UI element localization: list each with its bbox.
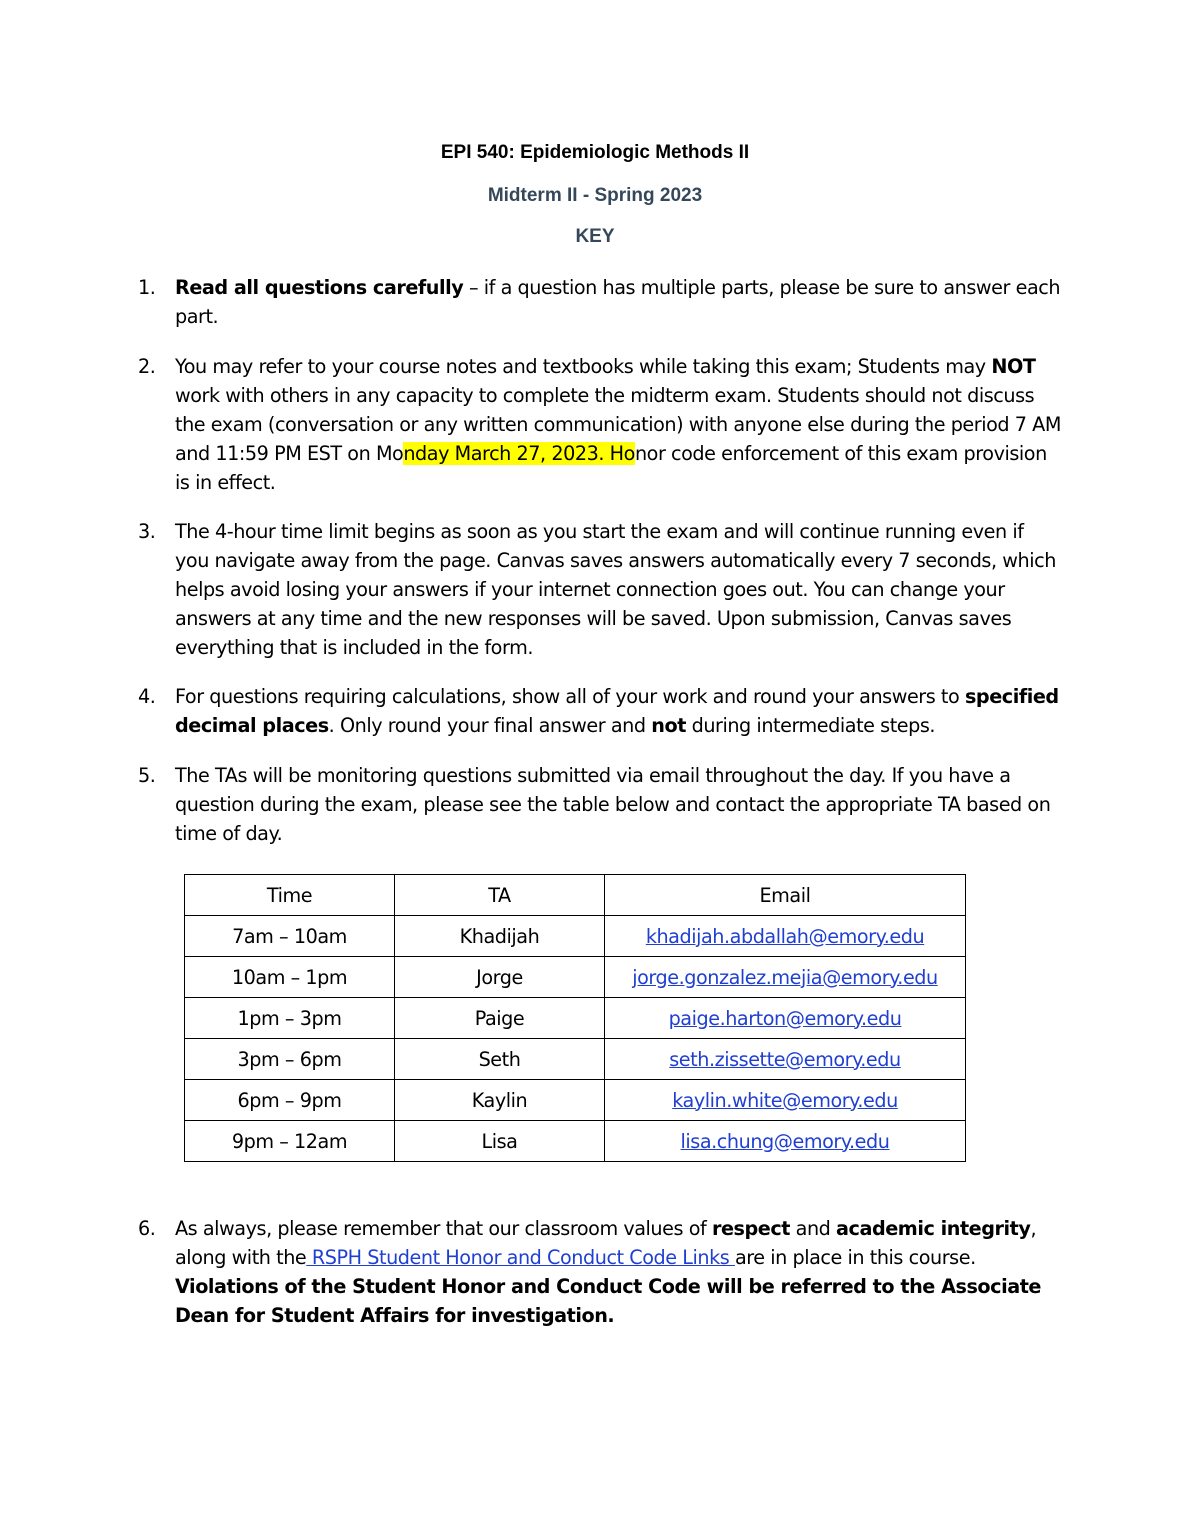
ta-cell: Khadijah (395, 916, 605, 957)
text: during intermediate steps. (685, 714, 936, 737)
item-number: 4. (138, 685, 156, 708)
violations-warning: Violations of the Student Honor and Conduct Code will be referred to the Associate Dean for Student Affairs for investigation. (175, 1275, 1041, 1327)
email-link[interactable]: khadijah.abdallah@emory.edu (645, 924, 925, 948)
item-text (175, 352, 1063, 497)
time-cell: 3pm – 6pm (185, 1039, 395, 1080)
email-cell (605, 1121, 966, 1162)
time-cell: 6pm – 9pm (185, 1080, 395, 1121)
table-row (185, 998, 966, 1039)
email-link[interactable]: paige.harton@emory.edu (668, 1006, 902, 1030)
highlighted-date: nday March 27, 2023. Ho (403, 442, 635, 465)
item-number: 3. (138, 520, 156, 543)
email-cell (605, 998, 966, 1039)
text: work with others in any capacity to complete the midterm exam. Students should not discuss the exam (conversation or any written communication) with anyone else during the period 7 AM and 11:59 PM EST on Mo (175, 384, 1061, 465)
email-link[interactable]: kaylin.white@emory.edu (672, 1088, 898, 1112)
key-label: KEY (575, 226, 615, 247)
ta-cell: Lisa (395, 1121, 605, 1162)
ta-cell: Seth (395, 1039, 605, 1080)
ta-cell: Jorge (395, 957, 605, 998)
item-number: 5. (138, 764, 156, 787)
text: and (789, 1217, 837, 1240)
table-header-cell: Time (185, 875, 395, 916)
table-header-cell: Email (605, 875, 966, 916)
exam-title: Midterm II - Spring 2023 (487, 185, 703, 206)
course-title: EPI 540: Epidemiologic Methods II (440, 142, 750, 163)
email-cell (605, 957, 966, 998)
bold-text: academic integrity (836, 1217, 1031, 1240)
item-text (175, 273, 1063, 331)
table-row (185, 1121, 966, 1162)
text: As always, please remember that our classroom values of (175, 1217, 712, 1240)
email-cell (605, 1080, 966, 1121)
table-row (185, 957, 966, 998)
ta-contact-table (184, 874, 966, 1162)
table-header-row (185, 875, 966, 916)
email-link[interactable]: seth.zissette@emory.edu (669, 1047, 901, 1071)
table-row (185, 1039, 966, 1080)
text: For questions requiring calculations, show all of your work and round your answers to (175, 685, 965, 708)
time-cell: 1pm – 3pm (185, 998, 395, 1039)
item-text (175, 1214, 1063, 1330)
table-row (185, 1080, 966, 1121)
time-cell: 9pm – 12am (185, 1121, 395, 1162)
table-header-cell: TA (395, 875, 605, 916)
bold-text: not (651, 714, 686, 737)
item-number: 6. (138, 1217, 156, 1240)
table-row (185, 916, 966, 957)
item-number: 2. (138, 355, 156, 378)
item-text: The 4-hour time limit begins as soon as you start the exam and will continue running even if you navigate away from the page. Canvas saves answers automatically every 7 seconds, which helps avoid losing your answers if your internet connection goes out. You can change your answers at any time and the new responses will be saved. Upon submission, Canvas saves everything that is included in the form. (175, 520, 1056, 659)
email-link[interactable]: jorge.gonzalez.mejia@emory.edu (632, 965, 938, 989)
text: – if a question has multiple parts, please be sure to answer each part. (175, 276, 1061, 328)
text: You may refer to your course notes and textbooks while taking this exam; Students may (175, 355, 992, 378)
item-number: 1. (138, 276, 156, 299)
email-link[interactable]: lisa.chung@emory.edu (680, 1129, 890, 1153)
text: , along with the (175, 1217, 1037, 1269)
time-cell: 7am – 10am (185, 916, 395, 957)
item-text (175, 682, 1063, 740)
honor-code-link[interactable]: RSPH Student Honor and Conduct Code Links (306, 1246, 735, 1269)
email-cell (605, 916, 966, 957)
bold-lead: Read all questions carefully (175, 276, 464, 299)
ta-cell: Kaylin (395, 1080, 605, 1121)
bold-not: NOT (991, 355, 1036, 378)
ta-cell: Paige (395, 998, 605, 1039)
bold-text: specified decimal places (175, 685, 1059, 737)
time-cell: 10am – 1pm (185, 957, 395, 998)
email-cell (605, 1039, 966, 1080)
text: nor code enforcement of this exam provision is in effect. (175, 442, 1047, 494)
text: are in place in this course. (734, 1246, 976, 1269)
item-text: The TAs will be monitoring questions submitted via email throughout the day. If you have a question during the exam, please see the table below and contact the appropriate TA based on time of day. (175, 764, 1051, 845)
bold-text: respect (711, 1217, 790, 1240)
text: . Only round your final answer and (328, 714, 652, 737)
